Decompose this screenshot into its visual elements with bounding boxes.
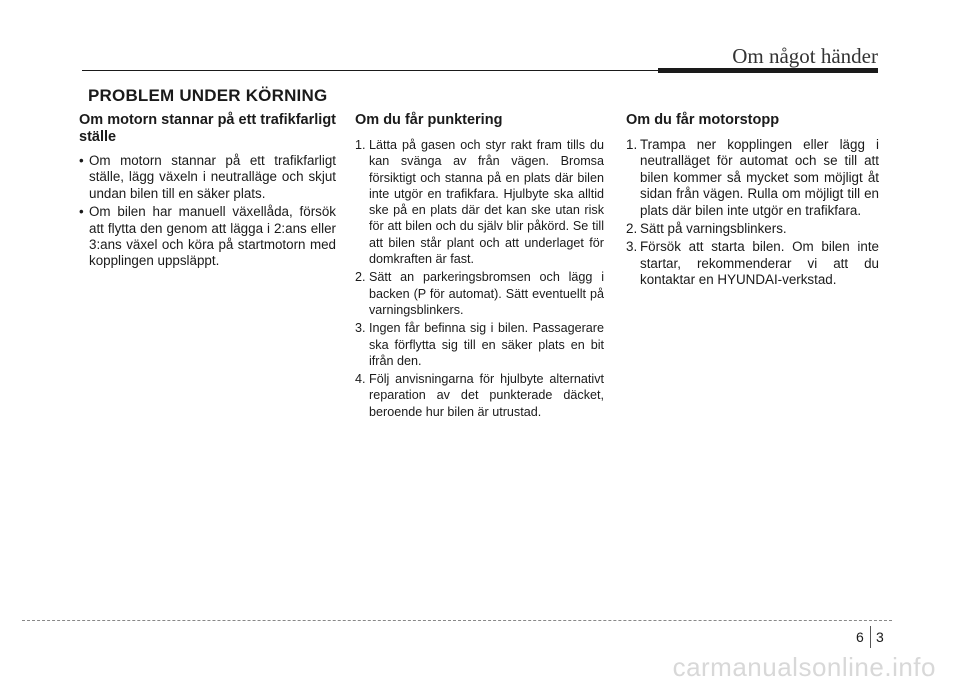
list-item [626,239,879,288]
watermark: carmanualsonline.info [672,652,936,682]
column-heading: Om motorn stannar på ett trafikfarligt ställe [79,112,337,145]
list-item-text: Försök att starta bilen. Om bilen inte startar, rekommenderar vi att du kontaktar en HYUNDAI-verkstad. [640,239,879,288]
step-number: 3. [355,321,366,336]
bullet-marker: • [79,153,84,168]
column-engine-stall [626,112,879,291]
column-engine-stall-unsafe [79,112,336,272]
list-item [626,221,879,237]
step-number: 3. [626,239,638,255]
list-item-text: Trampa ner kopplingen eller lägg i neutralläget för automat och se till att bilen kommer så mycket som möjligt åt sidan från vägen. Rulla om möjligt till en plats där bilen inte utgör en trafikfara. [640,137,879,218]
header-accent-bar [658,68,878,73]
step-number: 1. [355,138,366,152]
list-item [79,153,336,202]
section-title: PROBLEM UNDER KÖRNING [88,86,328,105]
page-number-divider [870,626,871,648]
list-item-text: Lätta på gasen och styr rakt fram tills du kan svänga av från vägen. Bromsa försiktigt och stanna på en plats där bilen inte utgör en trafikfara. Hjulbyte ska alltid ske på en plats där det kan ske utan risk för att bilen och du själv blir påkörd. Se till att bilen står plant och att underlaget för domkraften är fast. [369,138,604,267]
header-rule [82,70,662,71]
column-heading: Om du får punktering [355,112,503,128]
list-item [79,204,336,270]
step-number: 4. [355,372,366,387]
footer-rule [22,620,892,621]
list-item [355,137,604,267]
step-number: 1. [626,137,638,152]
list-item-text: Sätt på varningsblinkers. [640,221,787,237]
list-item-text: Om motorn stannar på ett trafikfarligt ställe, lägg växeln i neutralläge och skjut undan bilen till en säker plats. [89,153,336,201]
chapter-header-title: Om något händer [732,44,878,68]
bullet-marker: • [79,204,84,220]
bullet-list [79,153,336,270]
list-item-text: Sätt an parkeringsbromsen och lägg i backen (P för automat). Sätt eventuellt på varningsblinkers. [369,270,604,317]
step-number: 2. [355,270,366,285]
numbered-list [626,137,879,289]
chapter-number: 6 [856,629,864,645]
list-item [626,137,879,219]
step-number: 2. [626,221,638,237]
column-flat-tire [355,112,604,422]
numbered-list [355,137,604,420]
list-item [355,371,604,420]
list-item-text: Ingen får befinna sig i bilen. Passagerare ska förflytta sig till en säker plats en bit ifrån den. [369,321,604,368]
column-heading: Om du får motorstopp [626,112,780,128]
list-item-text: Om bilen har manuell växellåda, försök att flytta den genom att lägga i 2:ans eller 3:ans växel och köra på startmotorn med kopplingen uppsläppt. [89,204,336,269]
page-number: 3 [876,629,884,645]
list-item [355,320,604,369]
list-item [355,269,604,318]
list-item-text: Följ anvisningarna för hjulbyte alternativt reparation av det punkterade däcket, beroende hur bilen är utrustad. [369,372,604,419]
